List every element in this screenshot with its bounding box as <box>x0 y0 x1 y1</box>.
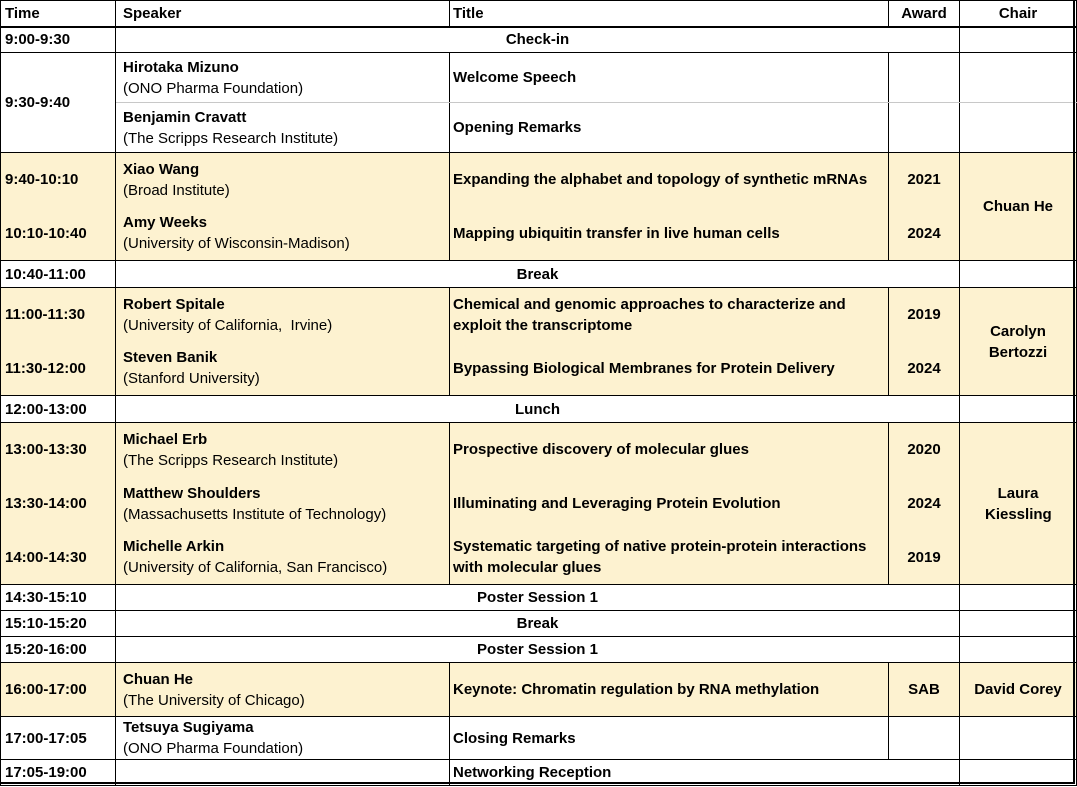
speaker-affiliation: (Stanford University) <box>123 370 260 388</box>
header-chair: Chair <box>960 1 1077 27</box>
row-talk <box>1 153 1077 207</box>
award-year: 2021 <box>889 153 960 207</box>
chair-cell <box>960 103 1077 153</box>
event-label: Networking Reception <box>450 760 960 786</box>
speaker-cell <box>116 103 450 153</box>
row-talk <box>1 531 1077 585</box>
event-label: Lunch <box>116 396 960 423</box>
row-talk <box>1 288 1077 342</box>
chair-cell <box>960 717 1077 760</box>
award-cell <box>889 103 960 153</box>
talk-title: Chemical and genomic approaches to characterize and exploit the transcriptome <box>450 288 889 342</box>
event-label: Check-in <box>116 27 960 53</box>
time-cell: 15:20-16:00 <box>1 637 116 663</box>
speaker-cell <box>116 423 450 477</box>
time-cell: 13:30-14:00 <box>1 477 116 531</box>
session-chair: Chuan He <box>960 153 1077 261</box>
header-row <box>1 1 1077 27</box>
speaker-cell <box>116 663 450 717</box>
row-closing <box>1 717 1077 760</box>
row-break <box>1 261 1077 288</box>
speaker-affiliation: (The Scripps Research Institute) <box>123 129 339 147</box>
time-cell: 14:30-15:10 <box>1 585 116 611</box>
speaker-cell <box>116 288 450 342</box>
event-label: Break <box>116 611 960 637</box>
speaker-affiliation: (ONO Pharma Foundation) <box>123 740 304 757</box>
header-speaker: Speaker <box>116 1 450 27</box>
header-time: Time <box>1 1 116 27</box>
time-cell: 10:40-11:00 <box>1 261 116 288</box>
time-cell: 11:00-11:30 <box>1 288 116 342</box>
talk-title: Closing Remarks <box>450 717 889 760</box>
chair-cell <box>960 261 1077 288</box>
talk-title: Opening Remarks <box>450 103 889 153</box>
award-cell <box>889 717 960 760</box>
header-award: Award <box>889 1 960 27</box>
time-cell: 17:05-19:00 <box>1 760 116 786</box>
event-label: Poster Session 1 <box>116 637 960 663</box>
row-opening-remarks <box>1 103 1077 153</box>
speaker-name: Michelle Arkin <box>123 538 225 556</box>
event-label: Poster Session 1 <box>116 585 960 611</box>
time-cell: 10:10-10:40 <box>1 207 116 261</box>
award-year: 2024 <box>889 477 960 531</box>
speaker-name: Xiao Wang <box>123 160 200 178</box>
speaker-name: Benjamin Cravatt <box>123 108 247 126</box>
speaker-cell <box>116 477 450 531</box>
row-keynote <box>1 663 1077 717</box>
speaker-name: Michael Erb <box>123 430 208 448</box>
row-welcome <box>1 53 1077 103</box>
speaker-affiliation: (Broad Institute) <box>123 181 230 199</box>
time-cell: 11:30-12:00 <box>1 342 116 396</box>
award-year: 2019 <box>889 531 960 585</box>
chair-cell <box>960 27 1077 53</box>
talk-title: Illuminating and Leveraging Protein Evolution <box>450 477 889 531</box>
chair-cell <box>960 585 1077 611</box>
speaker-affiliation: (University of California, San Francisco) <box>123 559 388 577</box>
speaker-name: Amy Weeks <box>123 214 207 232</box>
row-reception <box>1 760 1077 786</box>
session-chair: David Corey <box>960 663 1077 717</box>
award-year: 2019 <box>889 288 960 342</box>
time-cell: 9:40-10:10 <box>1 153 116 207</box>
event-label: Break <box>116 261 960 288</box>
time-cell: 13:00-13:30 <box>1 423 116 477</box>
row-checkin <box>1 27 1077 53</box>
speaker-cell <box>116 531 450 585</box>
speaker-affiliation: (University of Wisconsin-Madison) <box>123 235 350 253</box>
speaker-affiliation: (Massachusetts Institute of Technology) <box>123 505 387 523</box>
award-year: 2024 <box>889 342 960 396</box>
time-cell: 17:00-17:05 <box>1 717 116 760</box>
speaker-cell <box>116 207 450 261</box>
session-chair: Carolyn Bertozzi <box>960 288 1077 396</box>
chair-cell <box>960 53 1077 103</box>
row-talk <box>1 477 1077 531</box>
talk-title: Systematic targeting of native protein-protein interactions with molecular glues <box>450 531 889 585</box>
speaker-cell <box>116 760 450 786</box>
speaker-affiliation: (ONO Pharma Foundation) <box>123 79 304 97</box>
row-talk <box>1 207 1077 261</box>
speaker-cell <box>116 342 450 396</box>
talk-title: Mapping ubiquitin transfer in live human cells <box>450 207 889 261</box>
row-lunch <box>1 396 1077 423</box>
time-cell: 9:30-9:40 <box>1 53 116 153</box>
speaker-name: Chuan He <box>123 670 194 688</box>
talk-title: Bypassing Biological Membranes for Protein Delivery <box>450 342 889 396</box>
chair-cell <box>960 760 1077 786</box>
speaker-name: Hirotaka Mizuno <box>123 58 239 76</box>
speaker-cell <box>116 717 450 760</box>
row-poster-session <box>1 637 1077 663</box>
time-cell: 15:10-15:20 <box>1 611 116 637</box>
talk-title: Keynote: Chromatin regulation by RNA methylation <box>450 663 889 717</box>
session-chair: Laura Kiessling <box>960 423 1077 585</box>
talk-title: Expanding the alphabet and topology of synthetic mRNAs <box>450 153 889 207</box>
talk-title: Prospective discovery of molecular glues <box>450 423 889 477</box>
time-cell: 16:00-17:00 <box>1 663 116 717</box>
chair-cell <box>960 637 1077 663</box>
row-break <box>1 611 1077 637</box>
speaker-name: Robert Spitale <box>123 295 225 313</box>
talk-title: Welcome Speech <box>450 53 889 103</box>
time-cell: 9:00-9:30 <box>1 27 116 53</box>
award-year: 2020 <box>889 423 960 477</box>
row-talk <box>1 423 1077 477</box>
speaker-affiliation: (University of California, Irvine) <box>123 316 333 334</box>
time-cell: 14:00-14:30 <box>1 531 116 585</box>
speaker-cell <box>116 53 450 103</box>
time-cell: 12:00-13:00 <box>1 396 116 423</box>
chair-cell <box>960 396 1077 423</box>
speaker-name: Matthew Shoulders <box>123 484 261 502</box>
speaker-affiliation: (The University of Chicago) <box>123 691 305 709</box>
award-year: 2024 <box>889 207 960 261</box>
speaker-cell <box>116 153 450 207</box>
chair-cell <box>960 611 1077 637</box>
award-cell <box>889 53 960 103</box>
speaker-name: Tetsuya Sugiyama <box>123 719 254 736</box>
row-talk <box>1 342 1077 396</box>
award-label: SAB <box>889 663 960 717</box>
speaker-name: Steven Banik <box>123 349 218 367</box>
speaker-affiliation: (The Scripps Research Institute) <box>123 451 339 469</box>
row-poster-session <box>1 585 1077 611</box>
header-title: Title <box>450 1 889 27</box>
